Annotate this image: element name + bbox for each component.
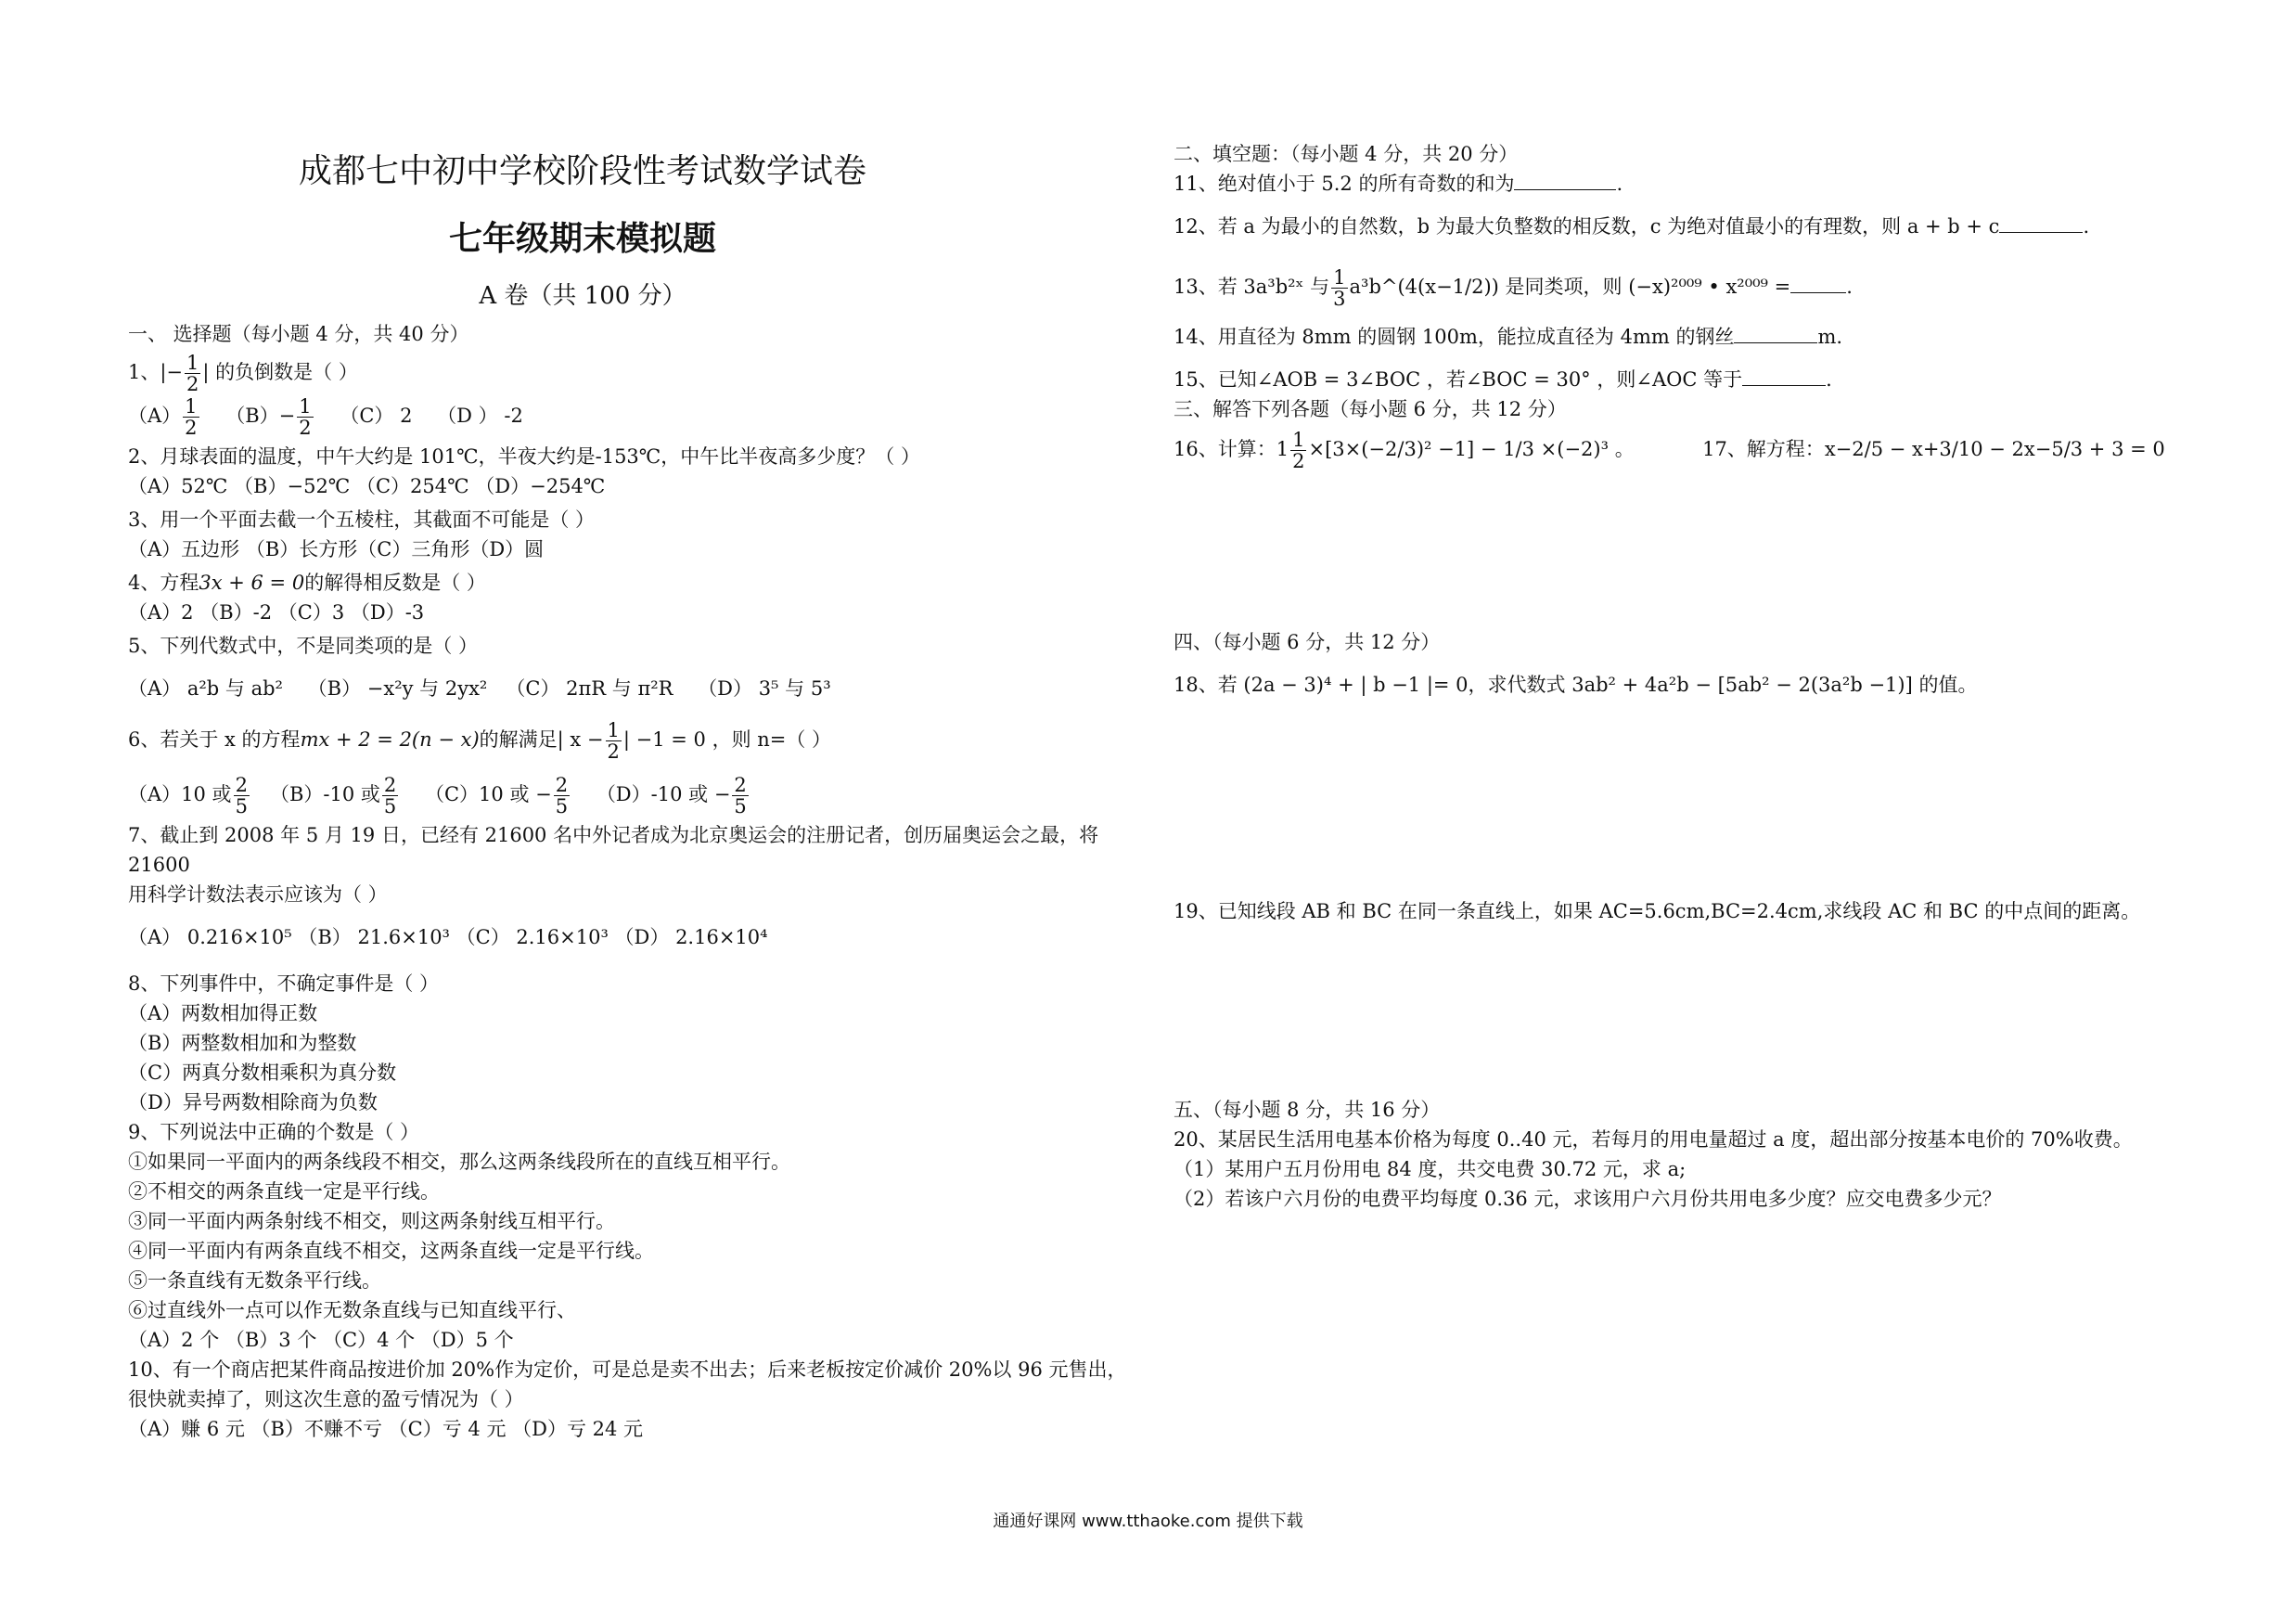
question-13: 13、若 3a³b²ˣ 与 $\frac{1}{3}$ a³b^(4(x−1/2)) 是同类项，则 (−x)²⁰⁰⁹ • x²⁰⁰⁹ = . [1174,266,1853,310]
question-18: 18、若 (2a − 3)⁴ + | b −1 |= 0，求代数式 3ab² + 4a²b − [5ab² − 2(3a²b −1)] 的值。 [1174,674,1978,696]
question-9-item-2: ②不相交的两条直线一定是平行线。 [128,1180,440,1203]
section2-heading: 二、填空题：（每小题 4 分，共 20 分） [1174,143,1519,165]
question-1-options: （A） $\frac{1}{2}$ （B）− $\frac{1}{2}$ （C） 2 （D ） -2 [128,395,523,439]
question-15: 15、已知∠AOB = 3∠BOC ，若∠BOC = 30° ，则∠AOC 等于 . [1174,368,1832,391]
question-2-options: （A）52℃ （B）−52℃ （C）254℃ （D）−254℃ [128,475,606,497]
question-11: 11、绝对值小于 5.2 的所有奇数的和为 . [1174,173,1623,195]
question-20-part2: （2）若该户六月份的电费平均每度 0.36 元，求该用户六月份共用电多少度？应交电费多少元？ [1174,1188,2002,1210]
question-5: 5、下列代数式中，不是同类项的是（ ） [128,635,479,657]
question-8-option-d: （D）异号两数相除商为负数 [128,1091,378,1114]
question-8-option-b: （B）两整数相加和为整数 [128,1032,357,1054]
footer-source: 通通好课网 www.tthaoke.com 提供下载 [993,1512,1303,1531]
questions-16-17: 16、计算：1 $\frac{1}{2}$ ×[3×(−2/3)² −1] − 1/3 ×(−2)³ 。 17、解方程：x−2/5 − x+3/10 − 2x−5/3 + 3 = 0 [1174,429,2165,472]
question-20-part1: （1）某用户五月份用电 84 度，共交电费 30.72 元，求 a; [1174,1158,1687,1180]
question-20: 20、某居民生活用电基本价格为每度 0..40 元，若每月的用电量超过 a 度，超出部分按基本电价的 70%收费。 [1174,1128,2133,1151]
question-8: 8、下列事件中，不确定事件是（ ） [128,972,440,995]
left-column [128,148,1148,1444]
question-7-line2: 用科学计数法表示应该为（ ） [128,883,388,906]
section4-heading: 四、（每小题 6 分，共 12 分） [1174,631,1441,653]
fraction: $\frac{1}{2}$ [186,352,199,395]
question-7-options: （A） 0.216×10⁵ （B） 21.6×10³ （C） 2.16×10³ （D） 2.16×10⁴ [128,926,768,948]
question-10-line1: 10、有一个商店把某件商品按进价加 20%作为定价，可是总是卖不出去；后来老板按定价减价 20%以 96 元售出， [128,1358,1127,1381]
question-9-item-5: ⑤一条直线有无数条平行线。 [128,1269,381,1292]
section1-heading: 一、 选择题（每小题 4 分，共 40 分） [128,323,469,345]
answer-blank[interactable] [1999,213,2083,233]
question-9-item-6: ⑥过直线外一点可以作无数条直线与已知直线平行、 [128,1299,576,1321]
answer-blank[interactable] [1742,367,1826,386]
question-8-option-c: （C）两真分数相乘积为真分数 [128,1062,397,1084]
question-9-item-4: ④同一平面内有两条直线不相交，这两条直线一定是平行线。 [128,1240,654,1262]
question-6-options: （A）10 或 $\frac{2}{5}$ （B）-10 或 $\frac{2}{5}$ （C）10 或 − $\frac{2}{5}$ （D）-10 或 − $\frac{2}{5}$ [128,774,747,817]
question-7-line1: 7、截止到 2008 年 5 月 19 日，已经有 21600 名中外记者成为北京奥运会的注册记者，创历届奥运会之最，将 21600 [128,824,1099,876]
exam-title: 成都七中初中学校阶段性考试数学试卷 [298,152,866,190]
question-6: 6、若关于 x 的方程mx + 2 = 2(n − x)的解满足| x − $\frac{1}{2}$ | −1 = 0 ，则 n=（ ） [128,719,832,763]
question-8-option-a: （A）两数相加得正数 [128,1002,318,1024]
question-9-item-1: ①如果同一平面内的两条线段不相交，那么这两条线段所在的直线互相平行。 [128,1151,790,1173]
question-2: 2、月球表面的温度，中午大约是 101℃，半夜大约是-153℃，中午比半夜高多少度？（ ） [128,445,920,468]
question-19: 19、已知线段 AB 和 BC 在同一条直线上，如果 AC=5.6cm,BC=2.4cm,求线段 AC 和 BC 的中点间的距离。 [1174,900,2141,922]
question-3: 3、用一个平面去截一个五棱柱，其截面不可能是（ ） [128,508,596,531]
question-9-item-3: ③同一平面内两条射线不相交，则这两条射线互相平行。 [128,1210,615,1232]
question-12: 12、若 a 为最小的自然数，b 为最大负整数的相反数，c 为绝对值最小的有理数，则 a + b + c . [1174,215,2090,238]
question-9-options: （A）2 个 （B）3 个 （C）4 个 （D）5 个 [128,1329,514,1351]
question-9: 9、下列说法中正确的个数是（ ） [128,1121,420,1143]
answer-blank[interactable] [1734,324,1817,343]
question-4-options: （A）2 （B）-2 （C）3 （D）-3 [128,601,425,624]
question-10-options: （A）赚 6 元 （B）不赚不亏 （C）亏 4 元 （D）亏 24 元 [128,1418,644,1440]
section3-heading: 三、解答下列各题（每小题 6 分，共 12 分） [1174,398,1567,420]
paper-label: A 卷（共 100 分） [479,282,686,310]
question-14: 14、用直径为 8mm 的圆钢 100m，能拉成直径为 4mm 的钢丝 m. [1174,326,1843,348]
question-10-line2: 很快就卖掉了，则这次生意的盈亏情况为（ ） [128,1388,524,1410]
question-3-options: （A）五边形 （B）长方形（C）三角形（D）圆 [128,538,545,560]
right-column [1174,139,2240,1214]
question-4: 4、方程3x + 6 = 0的解得相反数是（ ） [128,572,486,594]
exam-subtitle: 七年级期末模拟题 [448,219,716,258]
question-5-options: （A） a²b 与 ab² （B） −x²y 与 2yx² （C） 2πR 与 π²R （D） 3⁵ 与 5³ [128,677,831,700]
answer-blank[interactable] [1790,274,1846,293]
section5-heading: 五、（每小题 8 分，共 16 分） [1174,1099,1441,1121]
answer-blank[interactable] [1514,171,1616,190]
question-1: 1、|− $\frac{1}{2}$ | 的负倒数是（ ） [128,352,358,395]
